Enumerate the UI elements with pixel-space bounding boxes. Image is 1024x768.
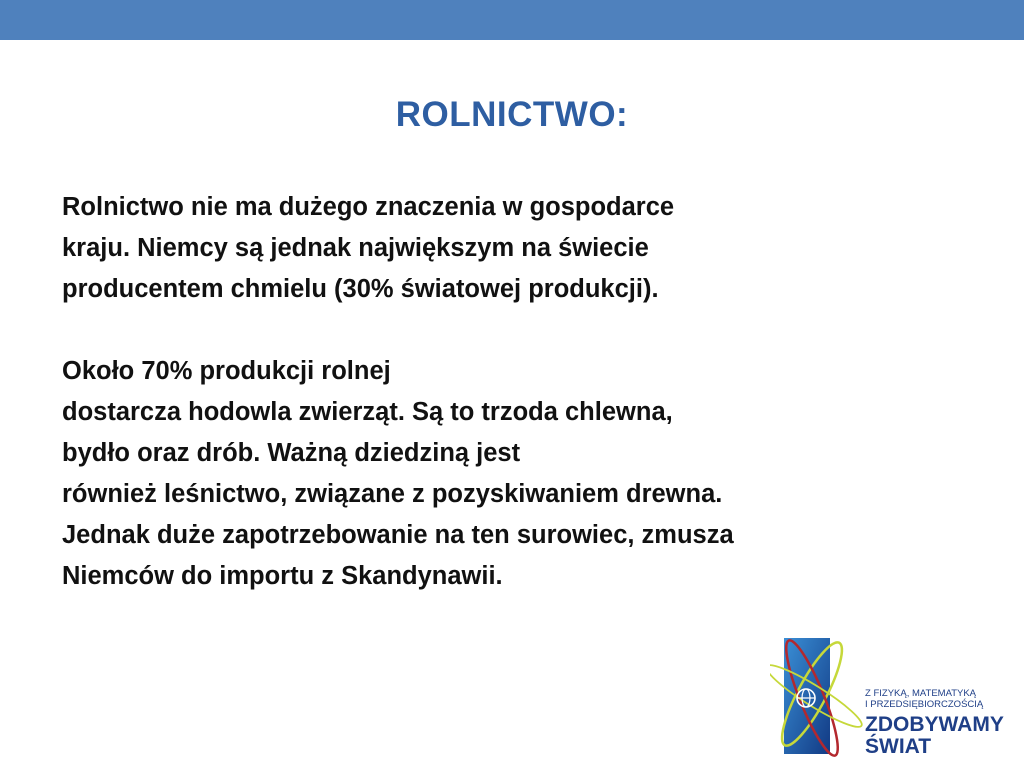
text-line: bydło oraz drób. Ważną dziedziną jest bbox=[62, 439, 521, 467]
project-logo bbox=[770, 622, 1024, 768]
text-line: dostarcza hodowla zwierząt. Są to trzoda chlewna, bbox=[62, 398, 673, 426]
text-line: również leśnictwo, związane z pozyskiwaniem drewna. bbox=[62, 480, 723, 508]
logo-subtitle-line: Z FIZYKĄ, MATEMATYKĄ bbox=[865, 688, 977, 699]
text-line: Rolnictwo nie ma dużego znaczenia w gospodarce bbox=[62, 193, 675, 221]
text-line: Niemców do importu z Skandynawii. bbox=[62, 562, 503, 590]
logo-wordmark bbox=[865, 714, 1004, 758]
text-line: Jednak duże zapotrzebowanie na ten surowiec, zmusza bbox=[62, 521, 734, 549]
logo-wordmark-line: ZDOBYWAMY bbox=[865, 713, 1004, 736]
text-line: kraju. Niemcy są jednak największym na świecie bbox=[62, 234, 649, 262]
slide-title: ROLNICTWO: bbox=[395, 95, 629, 134]
top-banner-bar bbox=[0, 0, 1024, 40]
logo-wordmark-line: ŚWIAT bbox=[865, 735, 932, 758]
logo-subtitle bbox=[865, 688, 983, 710]
logo-subtitle-line: I PRZEDSIĘBIORCZOŚCIĄ bbox=[865, 699, 984, 710]
text-line: Około 70% produkcji rolnej bbox=[62, 357, 391, 385]
paragraph-hops bbox=[62, 187, 1012, 310]
text-line: producentem chmielu (30% światowej produkcji). bbox=[62, 275, 659, 303]
atom-globe-logo-icon bbox=[770, 622, 870, 768]
paragraph-livestock bbox=[62, 351, 1012, 597]
slide-body bbox=[62, 187, 1012, 597]
